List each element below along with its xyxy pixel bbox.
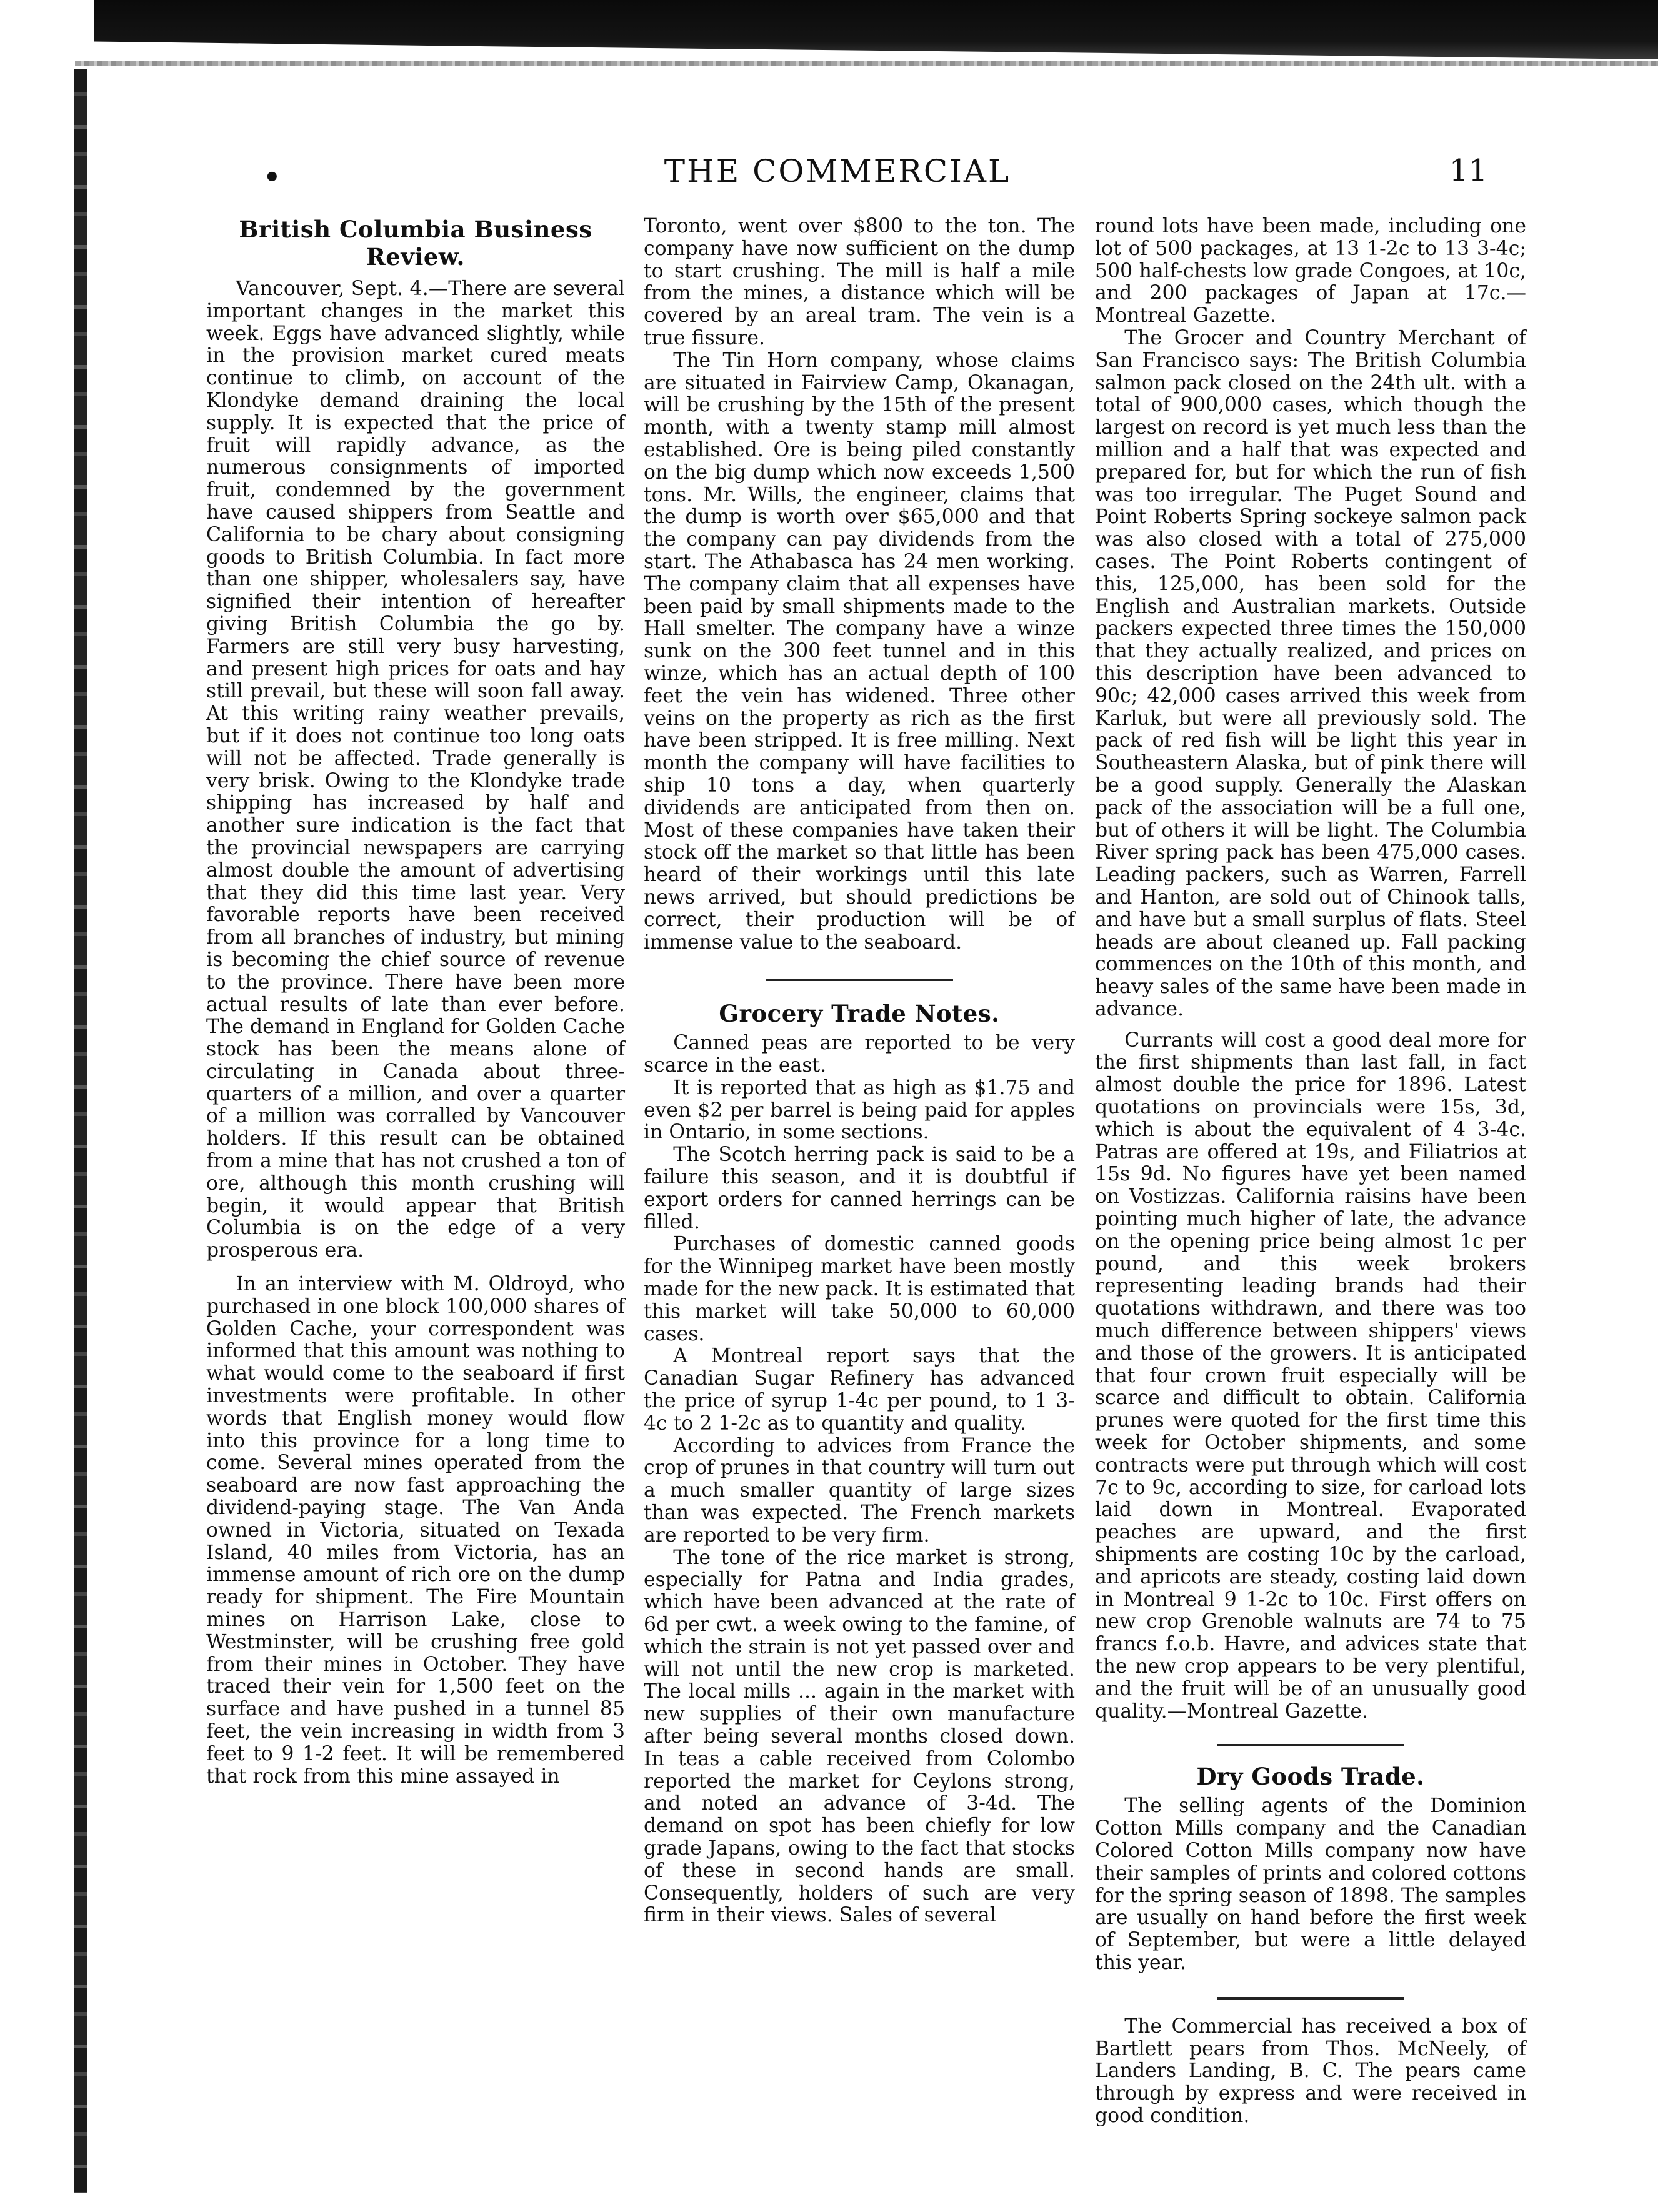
paper-name: THE COMMERCIAL — [664, 153, 1011, 189]
grocery-title: Grocery Trade Notes. — [719, 1000, 1000, 1028]
grocery-paragraph: It is reported that as high as $1.75 and even $2 per barrel is being paid for apples in Ontario, in some sections. — [644, 1076, 1075, 1144]
section-rule — [766, 979, 953, 981]
dry-goods-paragraph: The selling agents of the Dominion Cotton Mills company and the Canadian Colored Cotton Mills company now have their samples of prints and colored cottons for the spring season of 1898. The samples are usually on hand before the first week of September, but were a little delayed this year. — [1095, 1795, 1526, 1974]
page-number: 11 — [1449, 153, 1487, 188]
section-rule — [1217, 1997, 1404, 2000]
column-3 — [1095, 216, 1526, 2128]
grocery-paragraph: The Scotch herring pack is said to be a failure this season, and it is doubtful if export orders for canned herrings can be filled. — [644, 1143, 1075, 1233]
scan-binding-gutter — [74, 69, 87, 2193]
column-2 — [644, 216, 1075, 1927]
column-1 — [206, 216, 625, 1788]
scan-top-band — [94, 0, 1658, 59]
bc-review-paragraph: Toronto, went over $800 to the ton. The company have now sufficient on the dump to start crushing. The mill is half a mile from the mines, a distance which will be covered by an areal tram. The vein is a true fissure. — [644, 215, 1075, 349]
grocery-paragraph: The Grocer and Country Merchant of San Francisco says: The British Columbia salmon pack closed on the 24th ult. with a total of 900,000 cases, which though the largest on record is yet much less than the million and a half that was expected and prepared for, but for which the run of fish was too irregular. The Puget Sound and Point Roberts Spring sockeye salmon pack was also closed with a total of 275,000 cases. The Point Roberts contingent of this, 125,000, has been sold for the English and Australian markets. Outside packers expected three times the 150,000 that they actually realized, and prices on this description have been advanced to 90c; 42,000 cases arrived this week from Karluk, but were all previously sold. The pack of red fish will be light this year in Southeastern Alaska, but of pink there will be a good supply. Generally the Alaskan pack of the association will be a full one, but of others it will be light. The Columbia River spring pack has been 475,000 cases. Leading packers, such as Warren, Farrell and Hanton, are sold out of Chinook talls, and have but a small surplus of flats. Steel heads are about cleaned up. Fall packing commences on the 10th of this month, and heavy sales of the same have been made in advance. — [1095, 326, 1526, 1020]
grocery-paragraph: A Montreal report says that the Canadian Sugar Refinery has advanced the price of syrup 1-4c per pound, to 1 3-4c to 2 1-2c as to quantity and quality. — [644, 1345, 1075, 1435]
bc-review-paragraph: In an interview with M. Oldroyd, who purchased in one block 100,000 shares of Golden Cache, your correspondent was informed that this amount was nothing to what would come to the seaboard if first investments were profitable. In other words that English money would flow into this province for a long time to come. Several mines operated from the seaboard are now fast approaching the dividend-paying stage. The Van Anda owned in Victoria, situated on Texada Island, 40 miles from Victoria, has an immense amount of rich ore on the dump ready for shipment. The Fire Mountain mines on Harrison Lake, close to Westminster, will be crushing free gold from their mines in October. They have traced their vein for 1,500 feet on the surface and have pushed in a tunnel 85 feet, the vein increasing in width from 3 feet to 9 1-2 feet. It will be remembered that rock from this mine assayed in — [206, 1273, 625, 1788]
bc-review-paragraph: Vancouver, Sept. 4.—There are several important changes in the market this week. Eggs have advanced slightly, while in the provision market cured meats continue to climb, on account of the Klondyke demand draining the local supply. It is expected that the price of fruit will rapidly advance, as the numerous consignments of imported fruit, condemned by the government have caused shippers from Seattle and California to be chary about consigning goods to British Columbia. In fact more than one shipper, wholesalers say, have signified their intention of hereafter giving British Columbia the go by. Farmers are still very busy harvesting, and present high prices for oats and hay still prevail, but these will soon fall away. At this writing rainy weather prevails, but if it does not continue too long oats will not be affected. Trade generally is very brisk. Owing to the Klondyke trade shipping has increased by half and another sure indication is the fact that the provincial newspapers are carrying almost double the amount of advertising that they did this time last year. Very favorable reports have been received from all branches of industry, but mining is becoming the chief source of revenue to the province. There have been more actual results of late than ever before. The demand in England for Golden Cache stock has been the means alone of circulating in Canada about three-quarters of a million, and over a quarter of a million was corralled by Vancouver holders. If this result can be obtained from a mine that has not crushed a ton of ore, although this month crushing will begin, it would appear that British Columbia is on the edge of a very prosperous era. — [206, 277, 625, 1262]
grocery-paragraph: Currants will cost a good deal more for the first shipments than last fall, in fact almost double the price for 1896. Latest quotations on provincials were 15s, 3d, which is about the equivalent of 4 3-4c. Patras are offered at 19s, and Filiatrios at 15s 9d. No figures have yet been named on Vostizzas. California raisins have been pointing much higher of late, the advance on the opening price being almost 1c per pound, and this week brokers representing leading brands had their quotations withdrawn, and there was too much difference between shippers' views and those of the growers. It is anticipated that four crown fruit especially will be scarce and difficult to obtain. California prunes were quoted for the first time this week for October shipments, and some contracts were put through which will cost 7c to 9c, according to size, for carload lots laid down in Montreal. Evaporated peaches are upward, and the first shipments are costing 10c by the carload, and apricots are steady, costing laid down in Montreal 9 1-2c to 10c. First offers on new crop Grenoble walnuts are 74 to 75 francs f.o.b. Havre, and advices state that the new crop appears to be very plentiful, and the fruit will be of an unusually good quality.—Montreal Gazette. — [1095, 1029, 1526, 1723]
section-rule — [1217, 1744, 1404, 1746]
grocery-paragraph: According to advices from France the crop of prunes in that country will turn out a much smaller quantity of large sizes than was expected. The French markets are reported to be very firm. — [644, 1434, 1075, 1547]
header-dot: • — [262, 159, 282, 197]
bc-review-paragraph: The Tin Horn company, whose claims are situated in Fairview Camp, Okanagan, will be crushing by the 15th of the present month, with a twenty stamp mill almost established. Ore is being piled constantly on the big dump which now exceeds 1,500 tons. Mr. Wills, the engineer, claims that the dump is worth over $65,000 and that the company can pay dividends from the start. The Athabasca has 24 men working. The company claim that all expenses have been paid by small shipments made to the Hall smelter. The company have a winze sunk on the 300 feet tunnel and in this winze, which has an actual depth of 100 feet the vein has widened. Three other veins on the property as rich as the first have been stripped. It is free milling. Next month the company will have facilities to ship 10 tons a day, when quarterly dividends are anticipated from then on. Most of these companies have taken their stock off the market so that little has been heard of their workings until this late news arrived, but should predictions be correct, their production will be of immense value to the seaboard. — [644, 349, 1075, 954]
grocery-paragraph: round lots have been made, including one lot of 500 packages, at 13 1-2c to 13 3-4c; 500 half-chests low grade Congoes, at 10c, and 200 packages of Japan at 17c.—Montreal Gazette. — [1095, 215, 1526, 327]
running-head — [187, 153, 1487, 197]
grocery-paragraph: Canned peas are reported to be very scarce in the east. — [644, 1032, 1075, 1077]
grocery-paragraph: Purchases of domestic canned goods for the Winnipeg market have been mostly made for the new pack. It is estimated that this market will take 50,000 to 60,000 cases. — [644, 1233, 1075, 1345]
bc-review-title: British Columbia Business Review. — [239, 216, 592, 271]
grocery-paragraph: The tone of the rice market is strong, especially for Patna and India grades, which have been advanced at the rate of 6d per cwt. a week owing to the famine, of which the strain is not yet passed over and will not until the new crop is marketed. The local mills ... again in the market with new supplies of their own manufacture after being several months closed down. In teas a cable received from Colombo reported the market for Ceylons strong, and noted an advance of 3-4d. The demand on spot has been chiefly for low grade Japans, owing to the fact that stocks of these in second hands are small. Consequently, holders of such are very firm in their views. Sales of several — [644, 1546, 1075, 1927]
dry-goods-title: Dry Goods Trade. — [1196, 1763, 1425, 1791]
notice-paragraph: The Commercial has received a box of Bartlett pears from Thos. McNeely, of Landers Landing, B. C. The pears came through by express and were received in good condition. — [1095, 2015, 1526, 2127]
scan-top-edge — [75, 61, 1658, 66]
